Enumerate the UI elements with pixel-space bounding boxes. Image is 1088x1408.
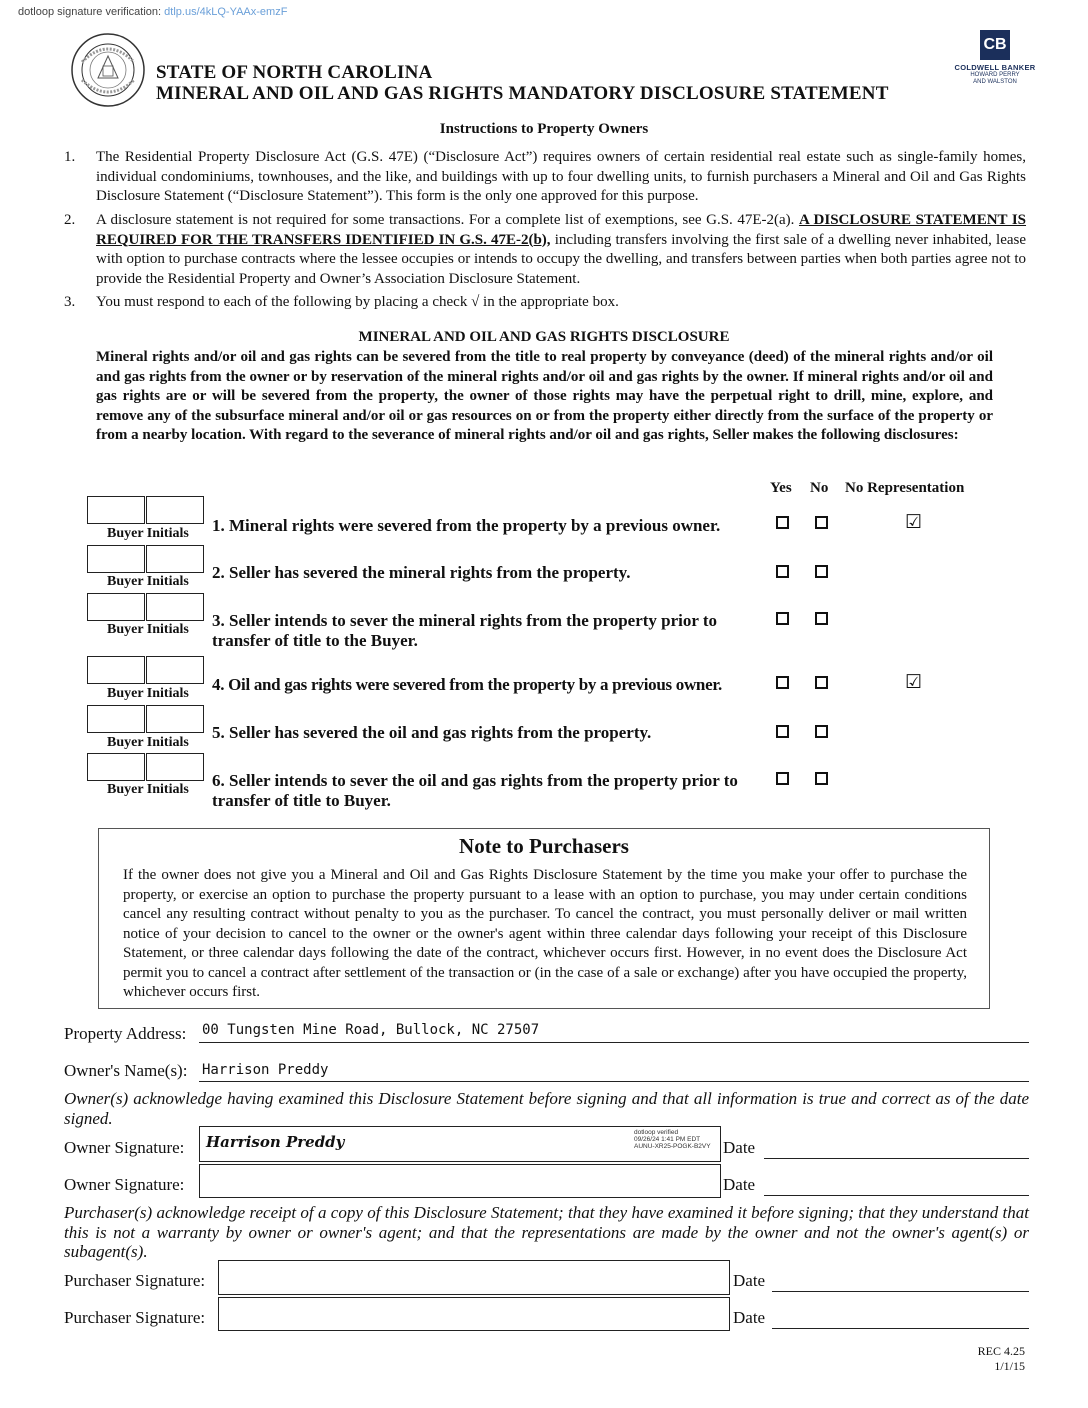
instruction-text-a: A disclosure statement is not required for some transactions. For a complete list of exemptions, see G.S. 47E-2(a). xyxy=(96,212,795,228)
owner-signature-label: Owner Signature: xyxy=(64,1138,185,1157)
checkbox-yes-5[interactable] xyxy=(776,725,789,738)
col-yes: Yes xyxy=(770,480,792,496)
owner-date-line-1[interactable] xyxy=(764,1158,1029,1159)
form-title: MINERAL AND OIL AND GAS RIGHTS MANDATORY DISCLOSURE STATEMENT xyxy=(156,83,889,104)
checkbox-no-1[interactable] xyxy=(815,516,828,529)
buyer-initials-box-2[interactable] xyxy=(146,496,204,524)
owner-signature-label: Owner Signature: xyxy=(64,1175,185,1194)
disclosure-body: Mineral rights and/or oil and gas rights can be severed from the title to real property by conveyance (deed) of the mineral rights and/or oil and gas rights from the owner or by reservation of the mineral rights and/or oil and gas rights by the owner. If mineral rights and/or oil and gas rights are or will be severed from the property, the owner of those rights may have the perpetual right to drill, mine, explore, and remove any of the subsurface mineral and/or oil or gas resources on or from the property either directly from the surface of the property or from a nearby location. With regard to the severance of mineral rights and/or oil and gas rights, Seller makes the following disclosures: xyxy=(96,349,993,443)
note-heading: Note to Purchasers xyxy=(459,834,629,858)
instruction-text: You must respond to each of the following by placing a check √ in the appropriate box. xyxy=(96,294,619,310)
form-code: REC 4.25 xyxy=(977,1344,1025,1358)
question-2: 2. Seller has severed the mineral rights from the property. xyxy=(212,563,631,582)
checkbox-yes-2[interactable] xyxy=(776,565,789,578)
purchaser-signature-label: Purchaser Signature: xyxy=(64,1308,206,1327)
note-body: If the owner does not give you a Mineral and Oil and Gas Rights Disclosure Statement by the time you make your offer to purchase the property, or exercise an option to purchase the property pursuant to a lease with an option to purchase, you may under certain conditions cancel any resulting contract without penalty to you as the purchaser. To cancel the contract, you must personally deliver or mail written notice of your decision to cancel to the owner or the owner's agent within three calendar days following your receipt of this Disclosure Statement, or three calendar days following the date of the contract, whichever occurs first. However, in no event does the Disclosure Act permit you to cancel a contract after settlement of the transaction or (in the case of a sale or exchange) after you have occupied the property, whichever occurs first. xyxy=(123,867,967,1000)
instruction-number: 2. xyxy=(64,212,76,228)
disclosure-heading: MINERAL AND OIL AND GAS RIGHTS DISCLOSURE xyxy=(358,329,730,345)
purchaser-signature-field-1[interactable] xyxy=(218,1260,730,1295)
buyer-initials-label: Buyer Initials xyxy=(107,622,189,637)
col-no-representation: No Representation xyxy=(845,480,965,496)
verification-line xyxy=(18,6,287,18)
col-no: No xyxy=(810,480,829,496)
owner-names-line xyxy=(199,1081,1029,1082)
question-5: 5. Seller has severed the oil and gas rights from the property. xyxy=(212,723,652,742)
buyer-initials-box-2[interactable] xyxy=(146,753,204,781)
state-title: STATE OF NORTH CAROLINA xyxy=(156,62,433,83)
purchaser-acknowledgement: Purchaser(s) acknowledge receipt of a copy of this Disclosure Statement; that they have examined it before signing; that they understand that this is not a warranty by owner or owner's agent; and that the representations are made by the owner and not the owner's agent(s) or subagent(s). xyxy=(64,1203,1029,1261)
buyer-initials-box-1[interactable] xyxy=(87,705,145,733)
property-address-label: Property Address: xyxy=(64,1024,187,1043)
buyer-initials-box-2[interactable] xyxy=(146,656,204,684)
buyer-initials-label: Buyer Initials xyxy=(107,686,189,701)
checkbox-yes-4[interactable] xyxy=(776,676,789,689)
checkbox-no-4[interactable] xyxy=(815,676,828,689)
property-address-line xyxy=(199,1042,1029,1043)
nc-real-estate-seal-icon xyxy=(70,32,146,108)
buyer-initials-label: Buyer Initials xyxy=(107,782,189,797)
coldwell-banker-logo xyxy=(950,30,1040,86)
checkbox-no-3[interactable] xyxy=(815,612,828,625)
owner-signature-field-2[interactable] xyxy=(199,1164,721,1198)
buyer-initials-box-2[interactable] xyxy=(146,545,204,573)
buyer-initials-box-1[interactable] xyxy=(87,753,145,781)
owner-date-line-2[interactable] xyxy=(764,1195,1029,1196)
owner-names-label: Owner's Name(s): xyxy=(64,1061,188,1080)
logo-sub2: AND WALSTON xyxy=(973,79,1017,85)
date-label: Date xyxy=(723,1175,756,1194)
purchaser-date-line-1[interactable] xyxy=(772,1291,1029,1292)
purchaser-date-line-2[interactable] xyxy=(772,1328,1029,1329)
owner-names-value[interactable]: Harrison Preddy xyxy=(202,1062,329,1078)
checkbox-yes-3[interactable] xyxy=(776,612,789,625)
buyer-initials-label: Buyer Initials xyxy=(107,574,189,589)
question-6: 6. Seller intends to sever the oil and gas rights from the property prior to transfer of title to Buyer. xyxy=(212,771,738,810)
instruction-text-required: A DISCLOSURE STATEMENT IS REQUIRED FOR THE TRANSFERS IDENTIFIED IN G.S. 47E-2(b), xyxy=(96,212,1027,248)
buyer-initials-box-1[interactable] xyxy=(87,593,145,621)
checkbox-no-2[interactable] xyxy=(815,565,828,578)
checkbox-no-rep-1-checked[interactable]: ☑ xyxy=(905,512,923,533)
form-date: 1/1/15 xyxy=(994,1359,1025,1373)
dotloop-verified-stamp xyxy=(634,1129,711,1150)
verification-link[interactable]: dtlp.us/4kLQ-YAAx-emzF xyxy=(164,6,288,18)
logo-sub1: HOWARD PERRY xyxy=(970,72,1020,78)
checkbox-no-6[interactable] xyxy=(815,772,828,785)
question-4: 4. Oil and gas rights were severed from the property by a previous owner. xyxy=(212,675,722,694)
owner-acknowledgement: Owner(s) acknowledge having examined this Disclosure Statement before signing and that all information is true and correct as of the date signed. xyxy=(64,1089,1029,1128)
buyer-initials-box-2[interactable] xyxy=(146,593,204,621)
property-address-value[interactable]: 00 Tungsten Mine Road, Bullock, NC 27507 xyxy=(202,1022,540,1038)
buyer-initials-box-1[interactable] xyxy=(87,545,145,573)
checkbox-no-rep-4-checked[interactable]: ☑ xyxy=(905,672,923,693)
question-3: 3. Seller intends to sever the mineral rights from the property prior to transfer of title to the Buyer. xyxy=(212,611,718,650)
note-to-purchasers-box xyxy=(98,828,990,1009)
purchaser-signature-label: Purchaser Signature: xyxy=(64,1271,206,1290)
checkbox-no-5[interactable] xyxy=(815,725,828,738)
buyer-initials-box-1[interactable] xyxy=(87,496,145,524)
date-label: Date xyxy=(733,1308,766,1327)
instruction-number: 1. xyxy=(64,149,76,165)
instruction-text: The Residential Property Disclosure Act (G.S. 47E) (“Disclosure Act”) requires owners of certain residential real estate such as single-family homes, individual condominiums, townhouses, and the like, and buildings with up to four dwelling units, to furnish purchasers a Mineral and Oil and Gas Rights Disclosure Statement (“Disclosure Statement”). This form is the only one approved for this purpose. xyxy=(96,149,1026,204)
verified-line-2: 09/26/24 1:41 PM EDT xyxy=(634,1136,701,1143)
instruction-text xyxy=(96,211,1026,289)
instruction-number: 3. xyxy=(64,294,76,310)
instruction-text-b: including transfers involving the first sale of a dwelling never inhabited, lease with option to purchase contracts where the lessee occupies or intends to occupy the dwelling, and transfers between parties when both parties agree not to provide the Residential Property and Owner’s Association Disclosure Statement. xyxy=(96,231,1027,287)
buyer-initials-label: Buyer Initials xyxy=(107,735,189,750)
owner-signature-value: Harrison Preddy xyxy=(206,1133,345,1151)
verified-line-1: dotloop verified xyxy=(634,1129,679,1136)
buyer-initials-box-2[interactable] xyxy=(146,705,204,733)
logo-brand: COLDWELL BANKER xyxy=(954,63,1036,72)
form-code-footer xyxy=(900,1344,1025,1374)
purchaser-signature-field-2[interactable] xyxy=(218,1297,730,1331)
verification-label: dotloop signature verification: xyxy=(18,6,162,18)
question-1: 1. Mineral rights were severed from the property by a previous owner. xyxy=(212,516,721,535)
date-label: Date xyxy=(733,1271,766,1290)
buyer-initials-box-1[interactable] xyxy=(87,656,145,684)
verified-line-3: AUNU-XR25-POGK-B2VY xyxy=(634,1143,711,1150)
checkbox-yes-6[interactable] xyxy=(776,772,789,785)
owner-signature-field-1[interactable] xyxy=(199,1126,721,1162)
buyer-initials-label: Buyer Initials xyxy=(107,526,189,541)
date-label: Date xyxy=(723,1138,756,1157)
instructions-heading: Instructions to Property Owners xyxy=(439,121,649,137)
checkbox-yes-1[interactable] xyxy=(776,516,789,529)
cb-logo-icon: CB xyxy=(980,30,1010,60)
